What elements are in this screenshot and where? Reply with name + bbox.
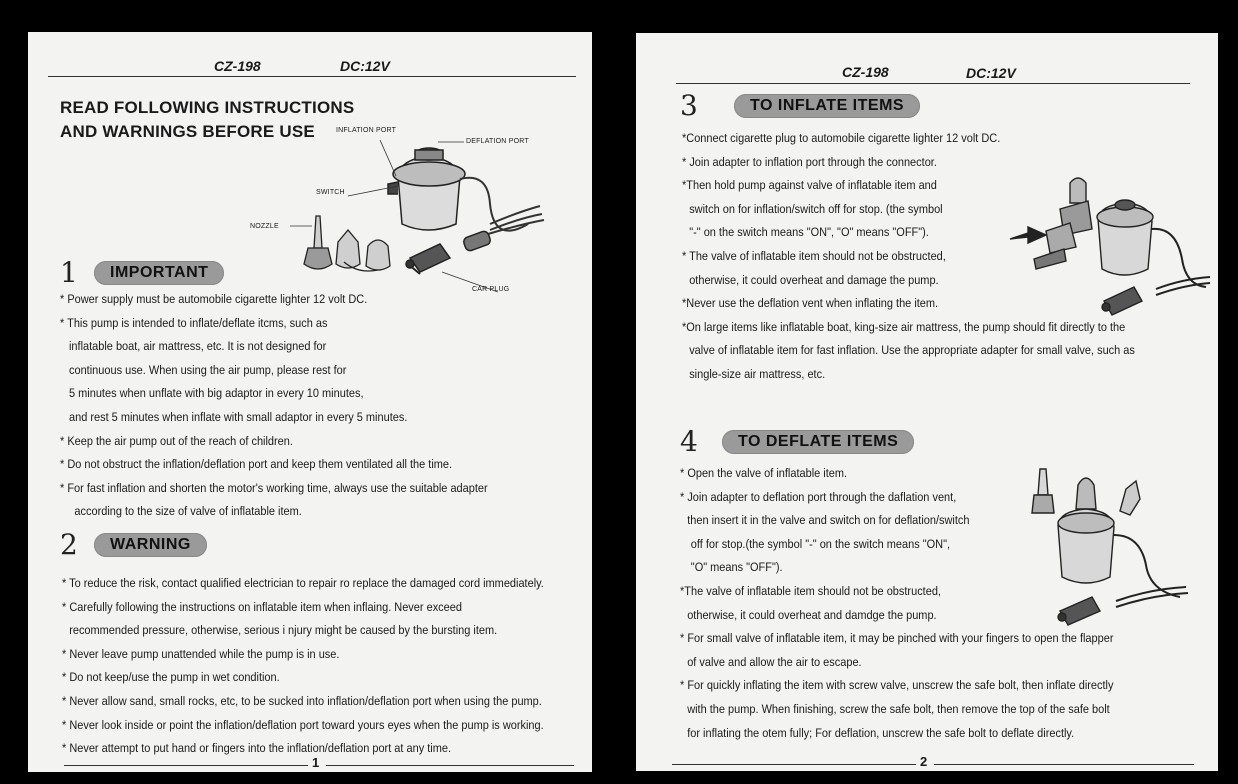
text-line: and rest 5 minutes when inflate with small adaptor in every 5 minutes. [69,409,408,424]
text-line: according to the size of valve of inflatable item. [74,504,302,519]
title-line-1: READ FOLLOWING INSTRUCTIONS [60,98,355,117]
text-line: * For quickly inflating the item with screw valve, unscrew the safe bolt, then inflate directly [680,678,1114,693]
footer-rule-right [934,764,1194,765]
section-heading: TO DEFLATE ITEMS [722,430,914,454]
text-line: * Join adapter to inflation port through the connector. [682,154,937,169]
deflate-diagram [1020,465,1190,629]
text-line: continuous use. When using the air pump, please rest for [69,362,347,377]
text-line: of valve and allow the air to escape. [687,654,862,669]
text-line: recommended pressure, otherwise, serious i njury might be caused by the bursting item. [69,623,498,638]
text-line: *The valve of inflatable item should not be obstructed, [680,583,941,598]
text-line: *On large items like inflatable boat, king-size air mattress, the pump should fit directly to the [682,319,1126,334]
section-number: 2 [60,528,78,561]
important-text [60,288,488,524]
header-voltage: DC:12V [966,65,1016,81]
deflation-port-label: DEFLATION PORT [466,138,529,145]
text-line: *Never use the deflation vent when inflating the item. [682,296,939,311]
text-line: then insert it in the valve and switch on for deflation/switch [687,513,970,528]
warning-text [62,572,544,761]
text-line: inflatable boat, air mattress, etc. It is not designed for [69,339,327,354]
text-line: * Open the valve of inflatable item. [680,466,848,480]
section-deflate [680,425,914,458]
text-line: * Do not keep/use the pump in wet condition. [62,670,280,685]
header-model: CZ-198 [214,58,261,74]
inflate-diagram [1006,169,1212,319]
footer-rule-left [64,765,308,766]
section-number: 3 [680,89,698,122]
text-line: * For small valve of inflatable item, it may be pinched with your fingers to open the flapper [680,631,1114,646]
text-line: otherwise, it could overheat and damdge the pump. [687,607,937,622]
manual-page-1 [28,32,592,772]
title-line-2: AND WARNINGS BEFORE USE [60,122,315,141]
text-line: valve of inflatable item for fast inflation. Use the appropriate adapter for small valve, such as [689,343,1135,358]
section-heading: WARNING [94,533,207,557]
arrow-icon [1010,227,1046,243]
pump-illustration [388,148,544,274]
section-inflate [680,89,920,122]
text-line: * Never attempt to put hand or fingers into the inflation/deflation port at any time. [62,741,452,756]
section-number: 1 [60,256,78,289]
car-plug-label: CAR PLUG [472,286,510,293]
header-rule [48,76,576,77]
footer-rule-right [326,765,574,766]
nozzle-adapters [304,216,390,271]
text-line: * Never allow sand, small rocks, etc, to be sucked into inflation/deflation port when using the pump. [62,693,542,708]
section-important [60,256,224,289]
text-line: * Join adapter to deflation port through the daflation vent, [680,489,957,504]
text-line: *Connect cigarette plug to automobile cigarette lighter 12 volt DC. [682,131,1001,145]
text-line: switch on for inflation/switch off for stop. (the symbol [689,201,943,216]
manual-page-2 [636,33,1218,771]
text-line: * Do not obstruct the inflation/deflation port and keep them ventilated all the time. [60,457,453,472]
header-rule [676,83,1190,84]
section-heading: IMPORTANT [94,261,224,285]
section-heading: TO INFLATE ITEMS [734,94,920,118]
text-line: single-size air mattress, etc. [689,366,826,381]
text-line: * For fast inflation and shorten the motor's working time, always use the suitable adapter [60,480,488,495]
text-line: *Then hold pump against valve of inflatable item and [682,178,937,193]
text-line: * The valve of inflatable item should not be obstructed, [682,248,946,263]
text-line: with the pump. When finishing, screw the safe bolt, then remove the top of the safe bolt [687,701,1110,716]
page-number: 1 [312,755,320,770]
text-line: for inflating the otem fully; For deflation, unscrew the safe bolt to deflate directly. [687,725,1075,740]
text-line: 5 minutes when unflate with big adaptor in every 10 minutes, [69,386,364,401]
text-line: * To reduce the risk, contact qualified electrician to repair ro replace the damaged cord immediately. [62,576,544,590]
switch-label: SWITCH [316,189,345,196]
section-number: 4 [680,425,698,458]
text-line: * Carefully following the instructions on inflatable item when inflaing. Never exceed [62,599,462,614]
text-line: * Keep the air pump out of the reach of children. [60,433,293,448]
text-line: * Never leave pump unattended while the pump is in use. [62,646,340,661]
header-model: CZ-198 [842,64,889,80]
text-line: * Never look inside or point the inflation/deflation port toward yours eyes when the pump is working. [62,717,544,732]
text-line: off for stop.(the symbol "-" on the switch means "ON", [690,536,951,551]
nozzle-label: NOZZLE [250,223,279,230]
text-line: "O" means "OFF"). [690,560,783,575]
text-line: otherwise, it could overheat and damage the pump. [689,272,939,287]
inflation-port-label: INFLATION PORT [336,127,397,134]
page-number: 2 [920,754,928,769]
pump-parts-diagram [228,124,568,296]
footer-rule-left [672,764,916,765]
text-line: * This pump is intended to inflate/deflate itcms, such as [60,315,328,330]
text-line: * Power supply must be automobile cigarette lighter 12 volt DC. [60,292,368,306]
header-voltage: DC:12V [340,58,390,74]
text-line: "-" on the switch means "ON", "O" means "OFF"). [689,225,929,240]
section-warning [60,528,207,561]
